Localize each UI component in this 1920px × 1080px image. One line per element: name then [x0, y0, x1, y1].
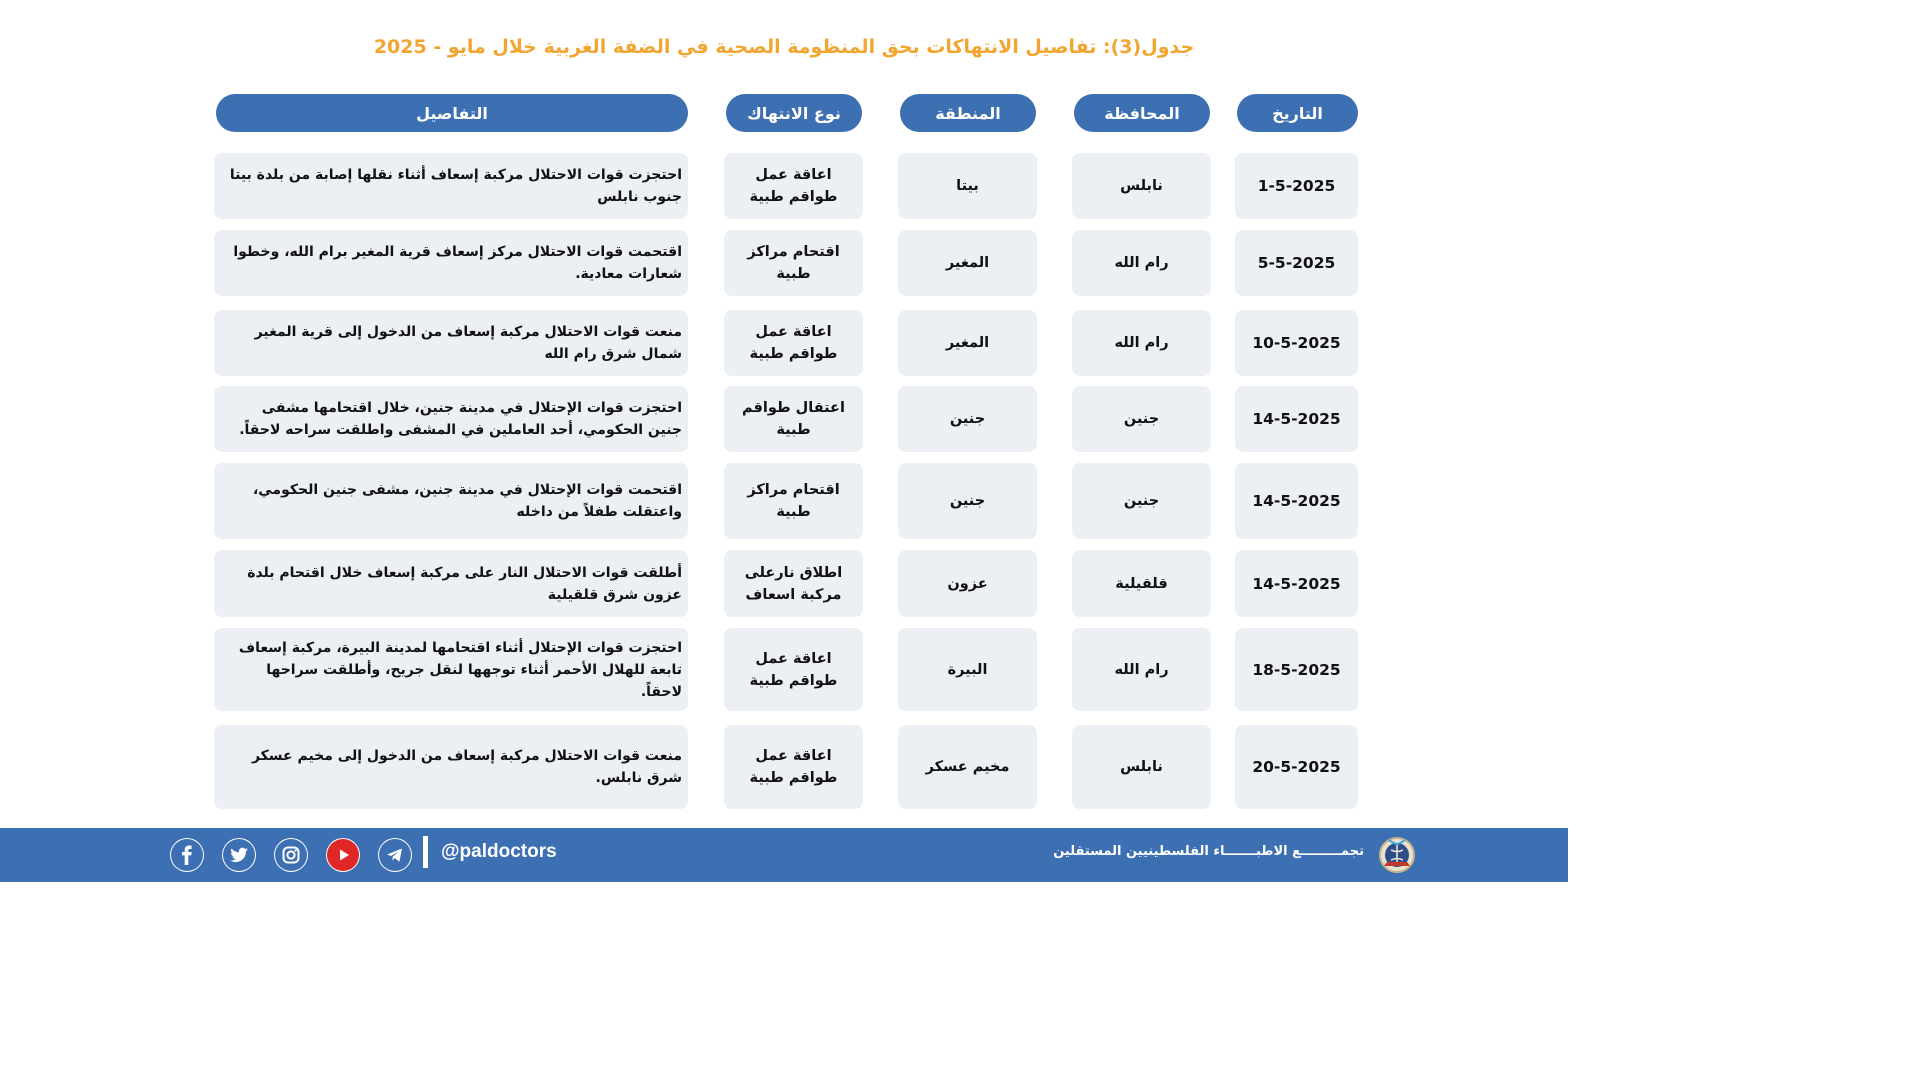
cell-details: اقتحمت قوات الاحتلال مركز إسعاف قرية المغير برام الله، وخطوا شعارات معادية.	[214, 230, 688, 296]
cell-governorate: نابلس	[1072, 153, 1211, 219]
header-date: التاريخ	[1237, 94, 1358, 132]
cell-violation-type: اقتحام مراكز طبية	[724, 463, 863, 539]
cell-details: أطلقت قوات الاحتلال النار على مركبة إسعاف خلال اقتحام بلدة عزون شرق قلقيلية	[214, 550, 688, 617]
cell-area: جنين	[898, 463, 1037, 539]
header-governorate: المحافظة	[1074, 94, 1210, 132]
cell-date: 5-5-2025	[1235, 230, 1358, 296]
cell-details: اقتحمت قوات الإحتلال في مدينة جنين، مشفى جنين الحكومي، واعتقلت طفلاً من داخله	[214, 463, 688, 539]
cell-governorate: نابلس	[1072, 725, 1211, 809]
cell-date: 20-5-2025	[1235, 725, 1358, 809]
footer-divider	[423, 836, 428, 868]
cell-violation-type: اعاقة عمل طواقم طبية	[724, 153, 863, 219]
cell-governorate: جنين	[1072, 386, 1211, 452]
cell-violation-type: اعتقال طواقم طبية	[724, 386, 863, 452]
header-violation-type: نوع الانتهاك	[726, 94, 862, 132]
instagram-icon[interactable]	[274, 838, 308, 872]
cell-governorate: جنين	[1072, 463, 1211, 539]
organization-logo-icon	[1378, 834, 1416, 874]
cell-governorate: قلقيلية	[1072, 550, 1211, 617]
page-title: جدول(3): تفاصيل الانتهاكات بحق المنظومة الصحية في الضفة الغربية خلال مايو - 2025	[373, 36, 1195, 58]
cell-details: احتجزت قوات الإحتلال في مدينة جنين، خلال اقتحامها مشفى جنين الحكومي، أحد العاملين في المشفى واطلقت سراحه لاحقاً.	[214, 386, 688, 452]
youtube-icon[interactable]	[326, 838, 360, 872]
header-area: المنطقة	[900, 94, 1036, 132]
cell-violation-type: اعاقة عمل طواقم طبية	[724, 628, 863, 711]
cell-date: 10-5-2025	[1235, 310, 1358, 376]
cell-date: 14-5-2025	[1235, 386, 1358, 452]
cell-details: منعت قوات الاحتلال مركبة إسعاف من الدخول إلى مخيم عسكر شرق نابلس.	[214, 725, 688, 809]
cell-area: جنين	[898, 386, 1037, 452]
cell-governorate: رام الله	[1072, 230, 1211, 296]
cell-date: 18-5-2025	[1235, 628, 1358, 711]
cell-area: بيتا	[898, 153, 1037, 219]
cell-governorate: رام الله	[1072, 628, 1211, 711]
cell-violation-type: اعاقة عمل طواقم طبية	[724, 725, 863, 809]
cell-area: المغير	[898, 230, 1037, 296]
footer-bar	[0, 828, 1568, 882]
cell-details: احتجزت قوات الإحتلال أثناء اقتحامها لمدينة البيرة، مركبة إسعاف تابعة للهلال الأحمر أثناء توجهها لنقل جريح، وأطلقت سراحها لاحقاً.	[214, 628, 688, 711]
cell-date: 14-5-2025	[1235, 550, 1358, 617]
cell-violation-type: اطلاق نارعلى مركبة اسعاف	[724, 550, 863, 617]
organization-name: تجمـــــــــع الاطبـــــــاء الفلسطينيين المستقلين	[1053, 844, 1364, 859]
cell-area: المغير	[898, 310, 1037, 376]
cell-area: البيرة	[898, 628, 1037, 711]
cell-governorate: رام الله	[1072, 310, 1211, 376]
cell-area: مخيم عسكر	[898, 725, 1037, 809]
twitter-icon[interactable]	[222, 838, 256, 872]
cell-details: منعت قوات الاحتلال مركبة إسعاف من الدخول إلى قرية المغير شمال شرق رام الله	[214, 310, 688, 376]
cell-date: 14-5-2025	[1235, 463, 1358, 539]
cell-area: عزون	[898, 550, 1037, 617]
cell-violation-type: اقتحام مراكز طبية	[724, 230, 863, 296]
header-details: التفاصيل	[216, 94, 688, 132]
telegram-icon[interactable]	[378, 838, 412, 872]
cell-violation-type: اعاقة عمل طواقم طبية	[724, 310, 863, 376]
cell-date: 1-5-2025	[1235, 153, 1358, 219]
social-handle[interactable]: @paldoctors	[441, 841, 557, 862]
cell-details: احتجزت قوات الاحتلال مركبة إسعاف أثناء نقلها إصابة من بلدة بيتا جنوب نابلس	[214, 153, 688, 219]
facebook-icon[interactable]	[170, 838, 204, 872]
